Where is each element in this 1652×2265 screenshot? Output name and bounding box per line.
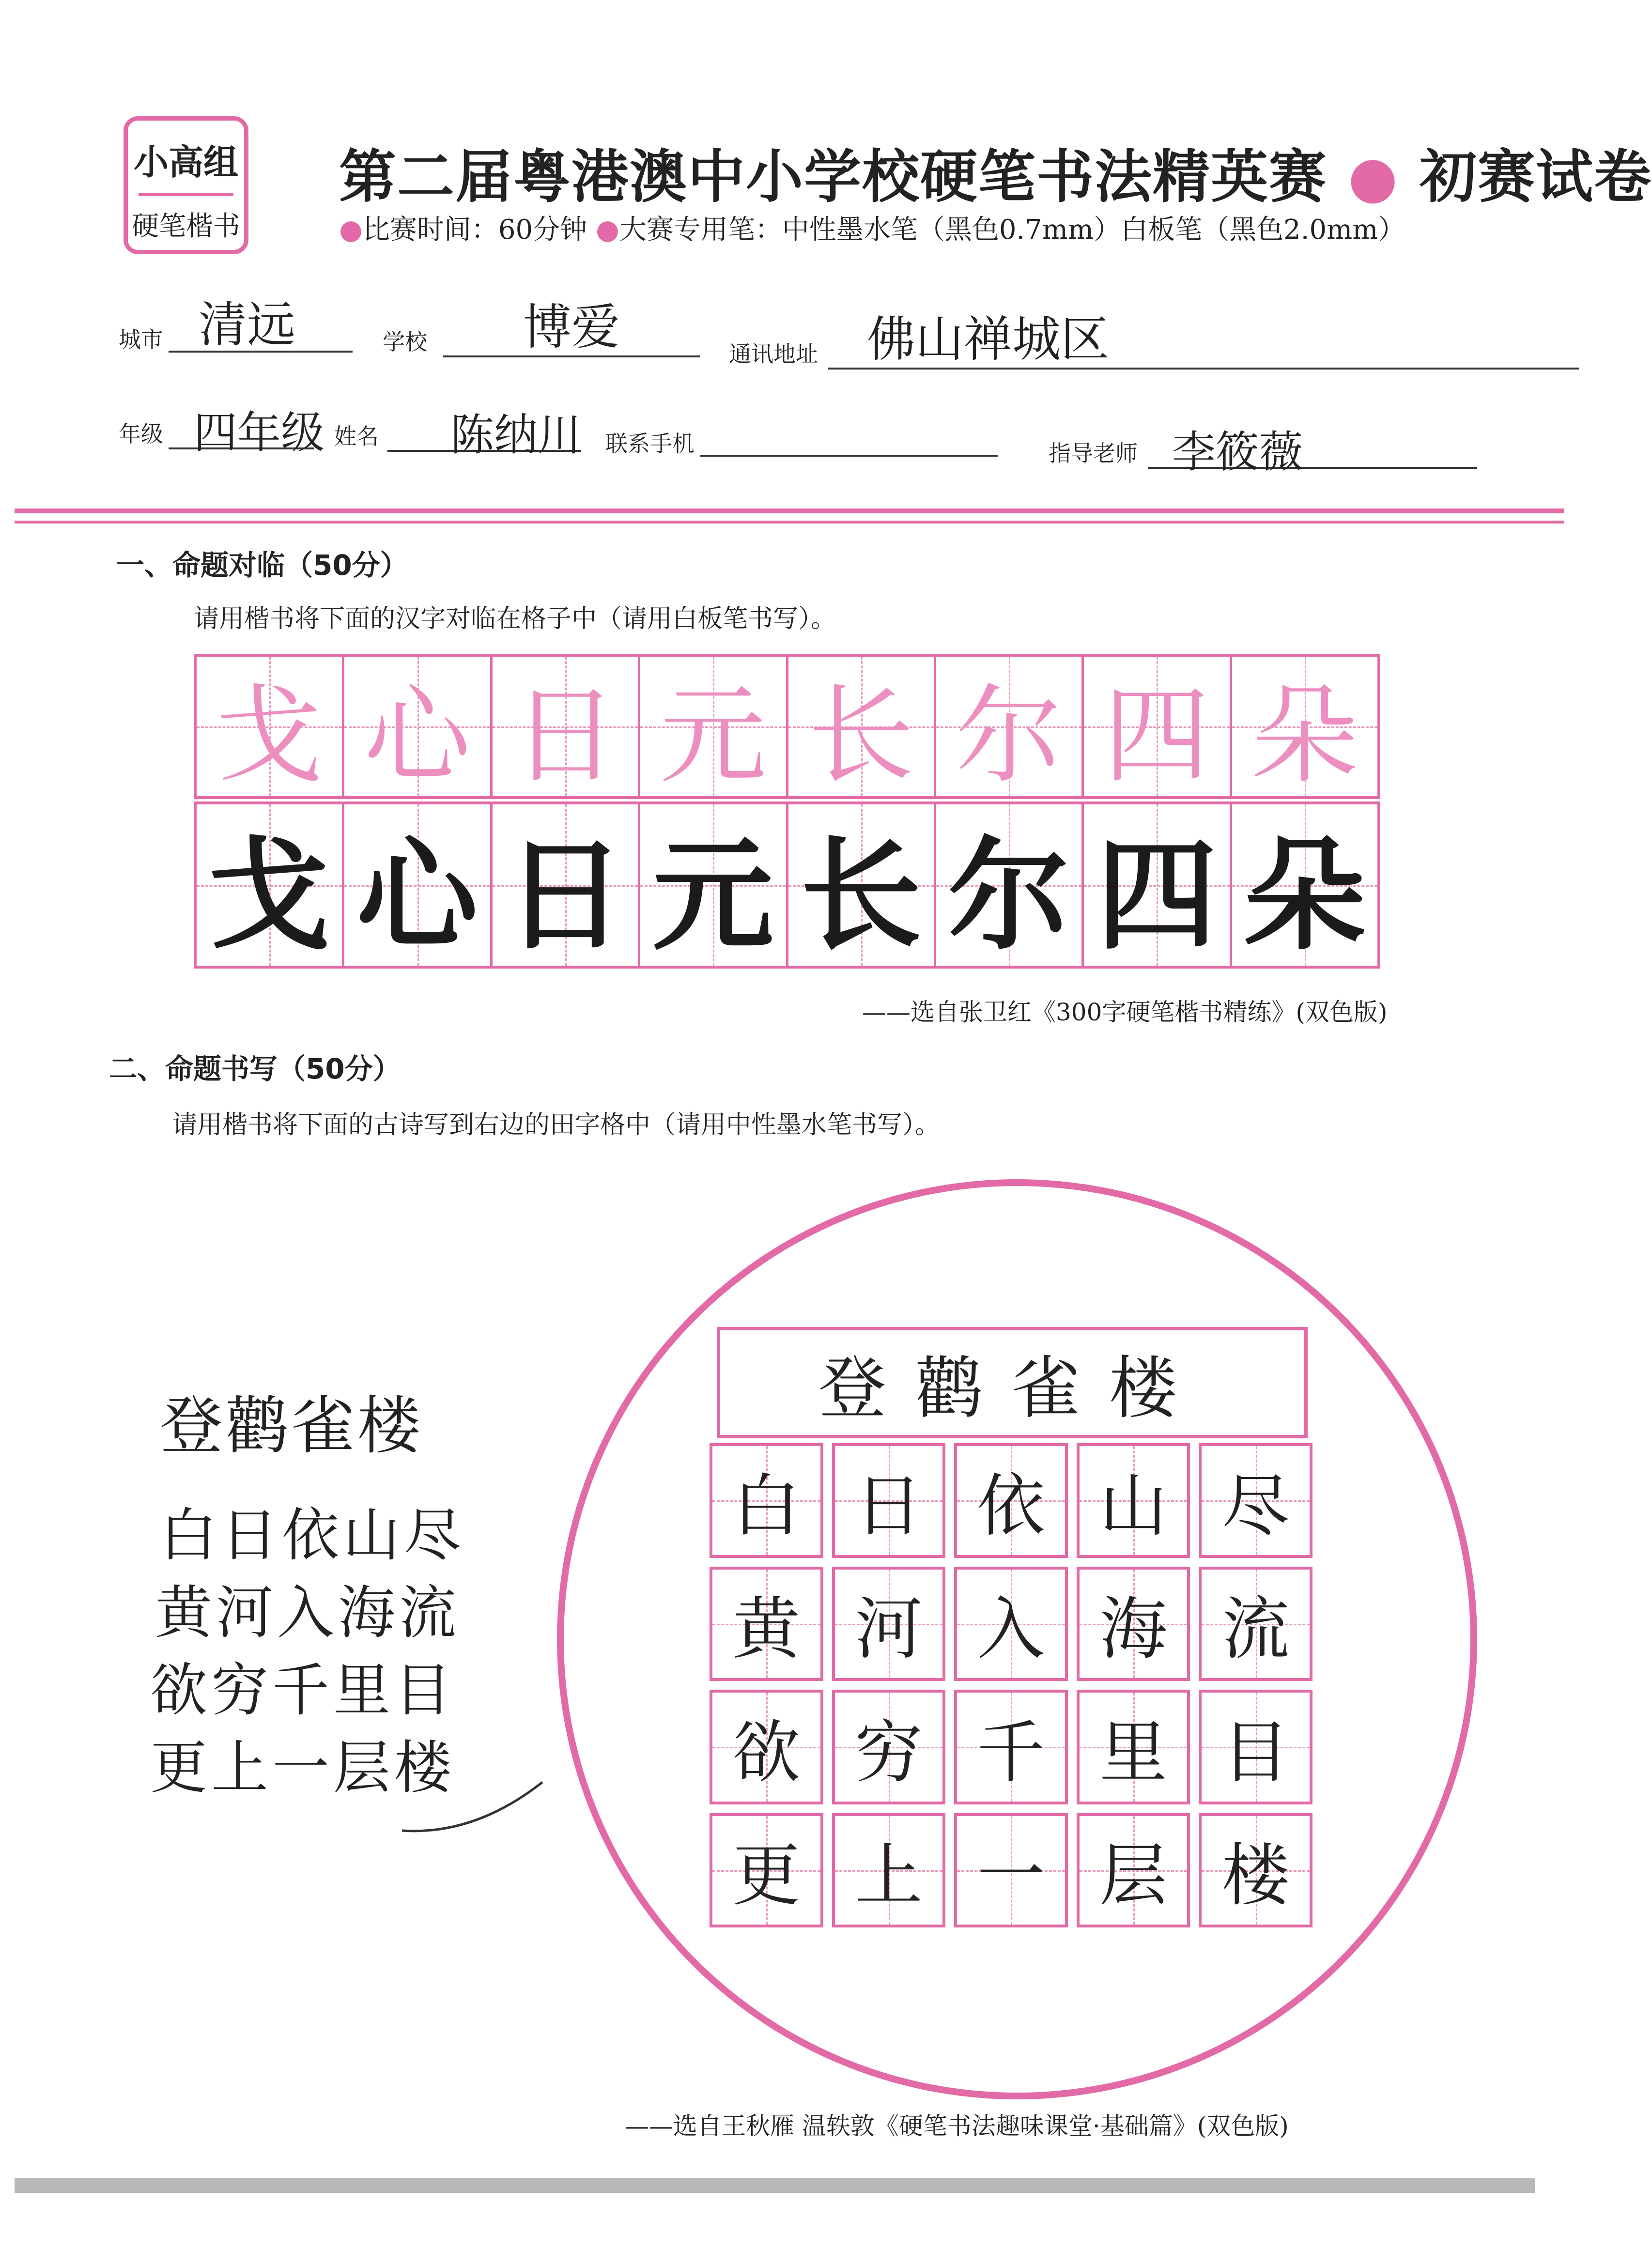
section1-instruction: 请用楷书将下面的汉字对临在格子中（请用白板笔书写）。 <box>194 604 836 633</box>
copy-cell[interactable] <box>197 804 344 966</box>
written-char: 朵 <box>1244 823 1365 966</box>
written-char: 日 <box>504 823 626 966</box>
grid-char: 穷 <box>854 1713 923 1792</box>
address-value[interactable]: 佛山禅城区 <box>867 311 1109 368</box>
phone-label: 联系手机 <box>605 431 695 457</box>
grid-char: 千 <box>977 1713 1045 1792</box>
model-char: 长 <box>807 674 914 798</box>
grid-cell[interactable] <box>954 1690 1068 1804</box>
grid-char: 流 <box>1221 1590 1290 1669</box>
model-char: 朵 <box>1251 674 1358 798</box>
written-title-box[interactable] <box>717 1327 1308 1438</box>
grade-label: 年级 <box>119 421 163 447</box>
grid-cell[interactable] <box>1199 1567 1312 1681</box>
grid-cell[interactable] <box>832 1813 946 1928</box>
grid-cell[interactable] <box>1077 1443 1190 1558</box>
city-value[interactable]: 清远 <box>199 296 295 353</box>
model-char: 元 <box>660 674 767 798</box>
grid-char: 海 <box>1099 1590 1168 1669</box>
teacher-value[interactable]: 李筱薇 <box>1172 427 1303 478</box>
written-char: 四 <box>1096 823 1218 966</box>
grid-char: 目 <box>1221 1713 1290 1792</box>
grid-cell[interactable] <box>1077 1567 1190 1681</box>
grid-cell[interactable] <box>954 1813 1068 1928</box>
grid-cell[interactable] <box>710 1690 823 1804</box>
copy-cell[interactable] <box>344 804 492 966</box>
written-char: 元 <box>652 823 774 966</box>
model-char: 心 <box>364 674 471 798</box>
grid-cell[interactable] <box>1199 1813 1312 1928</box>
model-char: 四 <box>1103 674 1210 798</box>
grid-cell[interactable] <box>832 1690 946 1804</box>
grid-char: 上 <box>854 1836 923 1916</box>
page-title <box>339 131 1652 213</box>
grid-char: 更 <box>732 1836 801 1916</box>
name-value[interactable]: 陈纳川 <box>450 410 581 461</box>
section2-instruction: 请用楷书将下面的古诗写到右边的田字格中（请用中性墨水笔书写）。 <box>172 1110 941 1140</box>
written-char: 心 <box>356 823 478 966</box>
title-dot-icon: ● <box>1327 143 1420 210</box>
grid-cell[interactable] <box>1199 1443 1312 1558</box>
model-cell <box>788 657 936 796</box>
bullet-icon: ● <box>339 214 363 246</box>
grid-char: 欲 <box>732 1713 801 1792</box>
poem-title: 登鹳雀楼 <box>160 1389 424 1463</box>
model-char: 戈 <box>216 674 323 798</box>
grid-char: 入 <box>977 1590 1045 1669</box>
grid-char: 楼 <box>1221 1836 1290 1916</box>
grid-cell[interactable] <box>832 1567 946 1681</box>
grid-cell[interactable] <box>710 1567 823 1681</box>
model-cell <box>344 657 492 796</box>
poem-line: 欲穷千里目 <box>150 1657 456 1724</box>
grid-char: 白 <box>732 1466 801 1546</box>
model-cell <box>493 657 640 796</box>
grid-char: 日 <box>854 1466 923 1546</box>
copy-cell[interactable] <box>1232 804 1377 966</box>
section2-title: 二、命题书写（50分） <box>109 1052 401 1085</box>
model-cell <box>1232 657 1377 796</box>
grid-cell[interactable] <box>1199 1690 1312 1804</box>
address-label: 通讯地址 <box>729 341 818 367</box>
phone-underline <box>700 453 998 457</box>
poem-line: 白日依山尽 <box>160 1502 465 1569</box>
header-divider <box>15 508 1564 513</box>
grid-cell[interactable] <box>954 1567 1068 1681</box>
poem-writing-grid[interactable] <box>710 1443 1312 1927</box>
section1-title: 一、命题对临（50分） <box>116 549 408 582</box>
model-cell <box>640 657 788 796</box>
copy-grid[interactable] <box>194 801 1380 969</box>
model-char: 尔 <box>956 674 1063 798</box>
model-grid <box>194 654 1380 799</box>
grid-cell[interactable] <box>1077 1690 1190 1804</box>
group-badge <box>124 116 248 254</box>
title-main: 第二届粤港澳中小学校硬笔书法精英赛 <box>339 143 1328 210</box>
grid-cell[interactable] <box>710 1443 823 1558</box>
poem-line: 更上一层楼 <box>150 1734 456 1801</box>
copy-cell[interactable] <box>788 804 936 966</box>
grid-char: 里 <box>1099 1713 1168 1792</box>
section1-source: ——选自张卫红《300字硬笔楷书精练》(双色版) <box>862 998 1388 1026</box>
model-char: 日 <box>511 674 618 798</box>
grid-char: 一 <box>977 1836 1045 1916</box>
grid-char: 层 <box>1099 1836 1168 1916</box>
grid-char: 黄 <box>732 1590 801 1669</box>
title-suffix: 初赛试卷 <box>1420 143 1652 210</box>
grid-char: 依 <box>977 1466 1045 1546</box>
grid-cell[interactable] <box>1077 1813 1190 1928</box>
written-char: 尔 <box>948 823 1070 966</box>
subtitle-time: 比赛时间：60分钟 <box>362 214 587 246</box>
city-label: 城市 <box>119 326 163 353</box>
section2-source: ——选自王秋雁 温轶敦《硬笔书法趣味课堂·基础篇》(双色版) <box>625 2112 1289 2140</box>
grid-char: 山 <box>1099 1466 1168 1546</box>
subtitle <box>339 208 1405 247</box>
badge-group-label: 小高组 <box>133 142 238 183</box>
written-title: 登鹳雀楼 <box>818 1349 1206 1428</box>
copy-cell[interactable] <box>1084 804 1232 966</box>
grid-cell[interactable] <box>954 1443 1068 1558</box>
badge-category-label: 硬笔楷书 <box>132 211 240 242</box>
written-char: 戈 <box>209 823 330 966</box>
model-cell <box>1084 657 1232 796</box>
copy-cell[interactable] <box>936 804 1084 966</box>
bottom-bar <box>15 2178 1535 2193</box>
badge-divider <box>139 193 233 196</box>
model-cell <box>936 657 1084 796</box>
written-char: 长 <box>800 823 922 966</box>
grid-char: 尽 <box>1221 1466 1290 1546</box>
bullet-icon: ● <box>595 214 619 246</box>
copy-cell[interactable] <box>640 804 788 966</box>
name-label: 姓名 <box>334 423 379 449</box>
grid-cell[interactable] <box>832 1443 946 1558</box>
teacher-label: 指导老师 <box>1049 440 1138 466</box>
header-divider-thin <box>15 521 1564 524</box>
school-value[interactable]: 博爱 <box>523 299 620 355</box>
pen-mark-icon <box>397 1772 552 1840</box>
grid-cell[interactable] <box>710 1813 823 1928</box>
poem-line: 黄河入海流 <box>155 1579 461 1646</box>
copy-cell[interactable] <box>493 804 640 966</box>
model-cell <box>197 657 344 796</box>
grade-value[interactable]: 四年级 <box>194 407 324 458</box>
school-label: 学校 <box>383 329 427 355</box>
subtitle-pen: 大赛专用笔：中性墨水笔（黑色0.7mm）白板笔（黑色2.0mm） <box>619 214 1405 246</box>
grid-char: 河 <box>854 1590 923 1669</box>
